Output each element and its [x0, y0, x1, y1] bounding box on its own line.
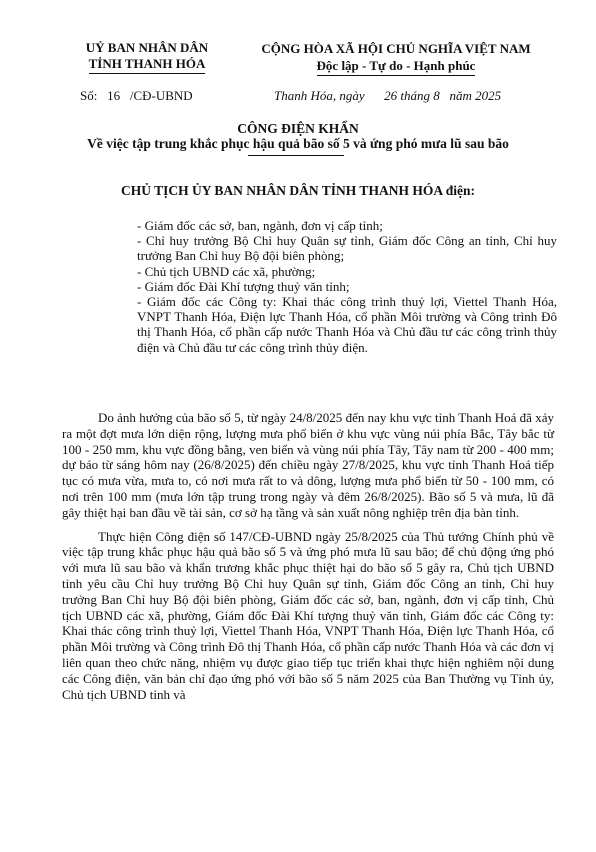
- issuing-authority-line2: TỈNH THANH HÓA: [89, 56, 206, 74]
- issuing-authority-line1: UỶ BAN NHÂN DÂN: [85, 40, 209, 55]
- recipient-item: - Chỉ huy trưởng Bộ Chỉ huy Quân sự tỉnh, Giám đốc Công an tỉnh, Chỉ huy trưởng Ban Chỉ huy Bộ đội biên phòng;: [137, 233, 557, 264]
- addressor-line: CHỦ TỊCH ỦY BAN NHÂN DÂN TỈNH THANH HÓA điện:: [121, 183, 475, 198]
- national-motto: [248, 40, 544, 76]
- recipient-item: - Giám đốc các Công ty: Khai thác công trình thuỷ lợi, Viettel Thanh Hóa, VNPT Thanh Hóa, Điện lực Thanh Hóa, cổ phần Môi trường và Công trình Đô thị Thanh Hóa, cổ phần cấp nước Thanh Hóa và Chủ đầu tư các công trình thủy điện và Chủ đầu tư các công trình thủy điện.: [137, 294, 557, 355]
- recipient-item: - Giám đốc Đài Khí tượng thuỷ văn tỉnh;: [137, 278, 350, 294]
- body-paragraph: Thực hiện Công điện số 147/CĐ-UBND ngày 25/8/2025 của Thủ tướng Chính phủ về việc tập trung khắc phục hậu quả bão số 5 và ứng phó mưa lũ sau bão; để chủ động ứng phó với mưa lũ sau bão và khẩn trương khắc phục thiệt hại do bão số 5 gây ra, Chủ tịch UBND tỉnh yêu cầu Chỉ huy trưởng Bộ Chỉ huy Quân sự tỉnh, Giám đốc Công an tỉnh, Chỉ huy trưởng Ban Chỉ huy Bộ đội biên phòng, Giám đốc các sở, ban, ngành, đơn vị cấp tỉnh, Chủ tịch UBND các xã, phường, Giám đốc Đài Khí tượng thuỷ văn tỉnh, Giám đốc các Công ty: Khai thác công trình thuỷ lợi, Viettel Thanh Hóa, VNPT Thanh Hóa, Điện lực Thanh Hóa, cổ phần Môi trường và Công trình Đô thị Thanh Hóa, cổ phần cấp nước Thanh Hóa và các đơn vị liên quan theo chức năng, nhiệm vụ được giao tiếp tục triển khai thực hiện nghiêm nội dung các Công điện, văn bản chỉ đạo ứng phó với bão số 5 năm 2025 của Ban Thường vụ Tỉnh ủy, Chủ tịch UBND tỉnh và: [62, 528, 555, 702]
- national-name: CỘNG HÒA XÃ HỘI CHỦ NGHĨA VIỆT NAM: [261, 41, 531, 56]
- recipient-item: - Chủ tịch UBND các xã, phường;: [137, 263, 316, 279]
- body-paragraph: Do ảnh hưởng của bão số 5, từ ngày 24/8/2025 đến nay khu vực tỉnh Thanh Hoá đã xảy ra một đợt mưa lớn diện rộng, lượng mưa phổ biến ở khu vực vùng núi phía Bắc, Tây bắc từ 100 - 250 mm, khu vực đồng bằng, ven biển và vùng núi phía Tây, Tây nam từ 200 - 400 mm; dự báo từ sáng hôm nay (26/8/2025) đến chiều ngày 27/8/2025, khu vực tỉnh Thanh Hoá tiếp tục có mưa vừa, mưa to, có nơi mưa rất to và dông, lượng mưa phổ biến từ 50 - 100 mm, có nơi trên 100 mm (mưa lớn tập trung trong ngày và đêm 26/8/2025). Bão số 5 và mưa, lũ đã gây thiệt hại ban đầu về tài sản, cơ sở hạ tầng và sản xuất nông nghiệp trên địa bàn tỉnh.: [62, 410, 554, 520]
- subtitle-rule: [248, 155, 344, 156]
- issue-date: Thanh Hóa, ngày 26 tháng 8 năm 2025: [274, 88, 502, 103]
- document-number: Số: 16 /CĐ-UBND: [80, 88, 193, 103]
- body-text: [62, 410, 554, 710]
- motto: Độc lập - Tự do - Hạnh phúc: [317, 57, 476, 76]
- issuing-authority: [62, 40, 232, 74]
- document-subtitle: Về việc tập trung khắc phục hậu quả bão số 5 và ứng phó mưa lũ sau bão: [87, 136, 509, 151]
- document-title: CÔNG ĐIỆN KHẨN: [237, 121, 359, 136]
- recipient-list: [137, 218, 557, 355]
- recipient-item: - Giám đốc các sở, ban, ngành, đơn vị cấp tỉnh;: [137, 218, 383, 233]
